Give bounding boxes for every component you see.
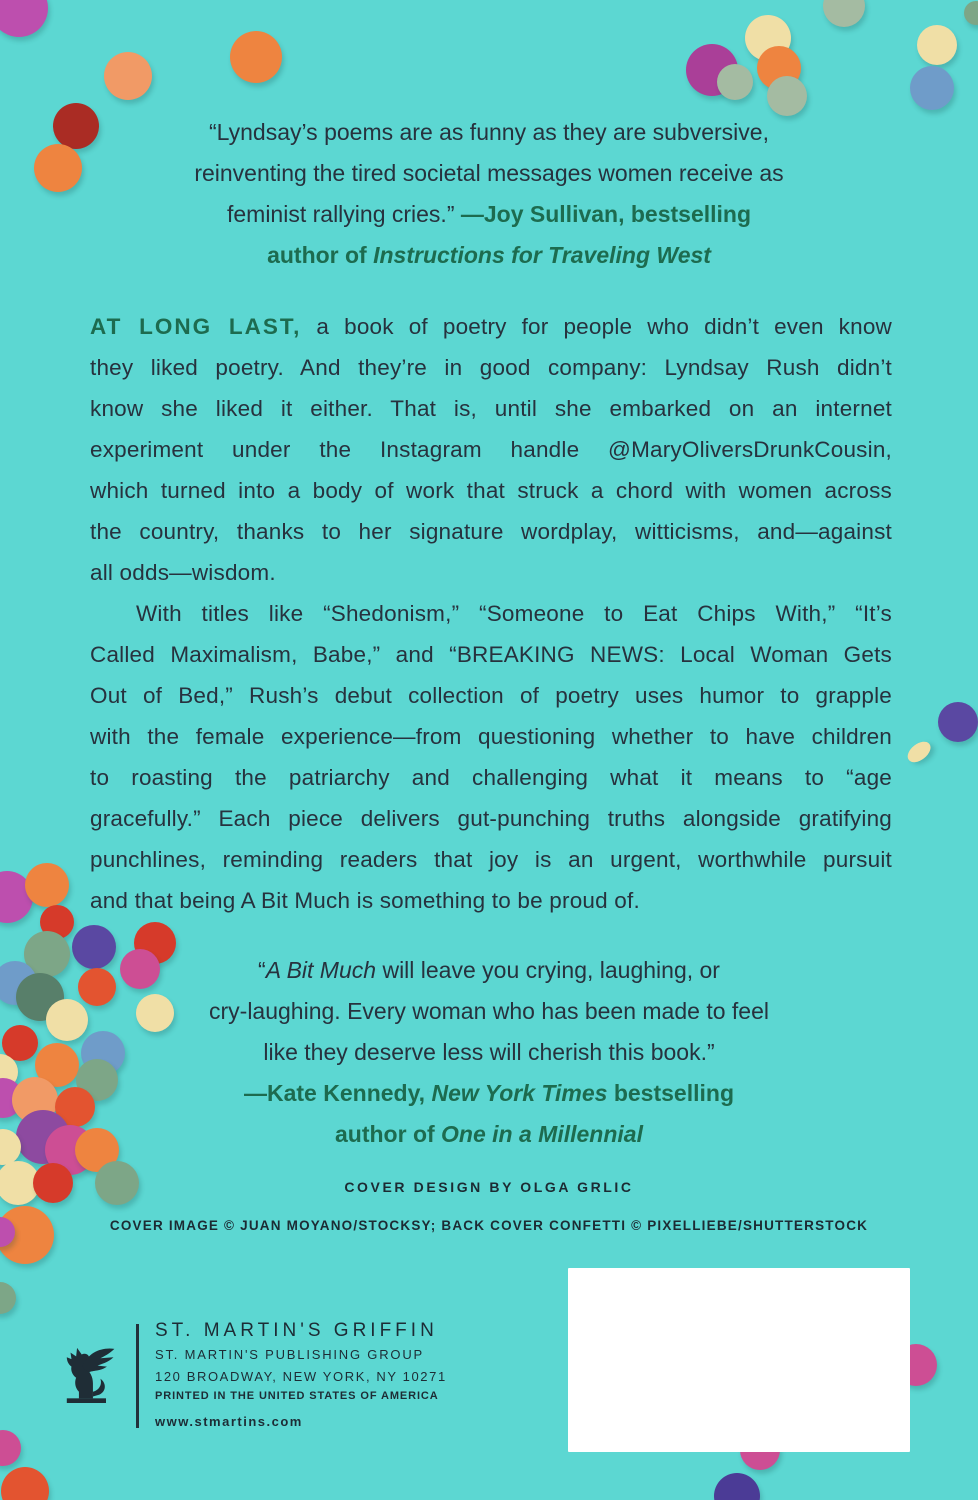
text-line: author of Instructions for Traveling West <box>267 242 711 268</box>
publisher-group: ST. MARTIN'S PUBLISHING GROUP <box>155 1347 424 1362</box>
griffin-logo-icon <box>64 1344 120 1406</box>
confetti-dot <box>53 103 99 149</box>
confetti-dot <box>964 1 978 25</box>
text-line: like they deserve less will cherish this book.” <box>263 1039 715 1065</box>
text-line: Out of Bed,” Rush’s debut collection of poetry uses humor to grapple <box>90 683 892 708</box>
text-line: reinventing the tired societal messages women receive as <box>194 160 784 186</box>
text-line: the country, thanks to her signature wordplay, witticisms, and—against <box>90 519 892 544</box>
text-line: all odds—wisdom. <box>90 560 276 585</box>
confetti-dot <box>72 925 116 969</box>
confetti-dot <box>938 702 978 742</box>
text-line: which turned into a body of work that struck a chord with women across <box>90 478 892 503</box>
publisher-imprint: ST. MARTIN'S GRIFFIN <box>155 1320 438 1341</box>
text-line: to roasting the patriarchy and challenging what it means to “age <box>90 765 892 790</box>
text-line: feminist rallying cries.” —Joy Sullivan, bestselling <box>226 201 752 227</box>
publisher-block <box>62 1318 447 1429</box>
confetti-dot <box>717 64 753 100</box>
publisher-website: www.stmartins.com <box>155 1414 303 1429</box>
confetti-dot <box>230 31 282 83</box>
publisher-divider <box>136 1324 139 1428</box>
text-line: “A Bit Much will leave you crying, laughing, or <box>258 957 720 983</box>
confetti-dot <box>34 144 82 192</box>
text-line: author of One in a Millennial <box>335 1121 643 1147</box>
cover-image-credit: COVER IMAGE © JUAN MOYANO/STOCKSY; BACK COVER CONFETTI © PIXELLIEBE/SHUTTERSTOCK <box>109 1218 869 1233</box>
barcode-placeholder <box>568 1268 910 1452</box>
publisher-address: 120 BROADWAY, NEW YORK, NY 10271 <box>155 1369 447 1384</box>
cover-design-credit: COVER DESIGN BY OLGA GRLIC <box>344 1179 634 1195</box>
confetti-dot <box>120 949 160 989</box>
confetti-dot <box>0 0 48 37</box>
publisher-printed-in: PRINTED IN THE UNITED STATES OF AMERICA <box>155 1390 439 1402</box>
confetti-dot <box>917 25 957 65</box>
text-line: cry-laughing. Every woman who has been made to feel <box>209 998 769 1024</box>
text-line: and that being A Bit Much is something to be proud of. <box>90 888 640 913</box>
confetti-dot <box>25 863 69 907</box>
confetti-dot <box>136 994 174 1032</box>
confetti-dot <box>904 738 934 766</box>
credits <box>0 1177 978 1235</box>
text-line: —Kate Kennedy, New York Times bestselling <box>244 1080 734 1106</box>
confetti-dot <box>0 1430 21 1466</box>
confetti-dot <box>0 1282 16 1314</box>
confetti-dot <box>910 66 954 110</box>
text-line: experiment under the Instagram handle @MaryOliversDrunkCousin, <box>90 437 892 462</box>
text-line: they liked poetry. And they’re in good company: Lyndsay Rush didn’t <box>90 355 892 380</box>
text-line: AT LONG LAST, a book of poetry for people who didn’t even know <box>90 314 892 339</box>
text-line: know she liked it either. That is, until she embarked on an internet <box>90 396 892 421</box>
confetti-dot <box>104 52 152 100</box>
text-line: “Lyndsay’s poems are as funny as they are subversive, <box>209 119 769 145</box>
text-line: Called Maximalism, Babe,” and “BREAKING NEWS: Local Woman Gets <box>90 642 892 667</box>
text-line: with the female experience—from questioning whether to have children <box>90 724 892 749</box>
confetti-dot <box>767 76 807 116</box>
confetti-dot <box>823 0 865 27</box>
text-line: punchlines, reminding readers that joy is an urgent, worthwhile pursuit <box>90 847 892 872</box>
text-line: gracefully.” Each piece delivers gut-punching truths alongside gratifying <box>90 806 892 831</box>
confetti-dot <box>1 1467 49 1500</box>
text-line: With titles like “Shedonism,” “Someone to Eat Chips With,” “It’s <box>136 601 892 626</box>
confetti-dot <box>46 999 88 1041</box>
confetti-dot <box>714 1473 760 1500</box>
confetti-dot <box>78 968 116 1006</box>
